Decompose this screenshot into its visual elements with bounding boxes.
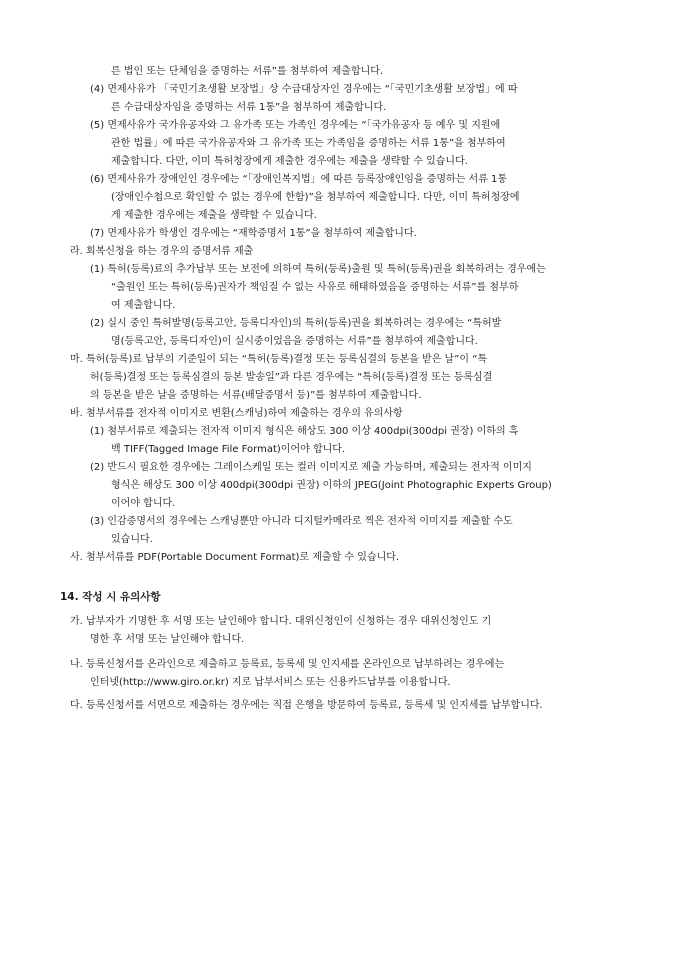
section-ra-heading: 라. 회복신청을 하는 경우의 증명서류 제출	[70, 246, 254, 257]
s14-ga-line-1: 가. 납부자가 기명한 후 서명 또는 날인해야 합니다. 대위신청인이 신청하는 경우 대위신청인도 기	[70, 616, 492, 627]
s14-na-line-1: 나. 등록신청서를 온라인으로 제출하고 등록료, 등록세 및 인지세를 온라인으로 납부하려는 경우에는	[70, 659, 505, 670]
ba-item-3-line-2: 있습니다.	[111, 534, 153, 545]
item-5-line-3: 제출합니다. 다만, 이미 특허청장에게 제출한 경우에는 제출을 생략할 수 있습니다.	[111, 156, 468, 167]
ra-item-2-line-2: 명(등록고안, 등록디자인)이 실시중이었음을 증명하는 서류”를 첨부하여 제출합니다.	[111, 336, 478, 347]
section-ma-line-2: 허(등록)결정 또는 등록심결의 등본 발송일”과 다른 경우에는 “특허(등록)결정 또는 등록심결	[90, 372, 493, 383]
section-sa-line: 사. 첨부서류를 PDF(Portable Document Format)로 제출할 수 있습니다.	[70, 552, 400, 563]
item-6-line-1: (6) 면제사유가 장애인인 경우에는 “「장애인복지법」에 따른 등록장애인임을 증명하는 서류 1통	[90, 174, 508, 185]
section-ba-heading: 바. 첨부서류를 전자적 이미지로 변환(스캐닝)하여 제출하는 경우의 유의사항	[70, 408, 403, 419]
s14-ga-line-2: 명한 후 서명 또는 날인해야 합니다.	[90, 634, 245, 645]
item-5-line-1: (5) 면제사유가 국가유공자와 그 유가족 또는 가족인 경우에는 “「국가유공자 등 예우 및 지원에	[90, 120, 501, 131]
section-14-heading: 14. 작성 시 유의사항	[60, 591, 161, 603]
item-6-line-2: (장애인수첩으로 확인할 수 없는 경우에 한함)”을 첨부하여 제출합니다. 다만, 이미 특허청장에	[111, 192, 520, 203]
ra-item-1-line-1: (1) 특허(등록)료의 추가납부 또는 보전에 의하여 특허(등록)출원 및 특허(등록)권을 회복하려는 경우에는	[90, 264, 546, 275]
s14-na-line-2: 인터넷(http://www.giro.or.kr) 지로 납부서비스 또는 신용카드납부를 이용합니다.	[90, 677, 451, 688]
ba-item-1-line-2: 백 TIFF(Tagged Image File Format)이어야 합니다.	[111, 444, 346, 455]
item-4-line-2: 른 수급대상자임을 증명하는 서류 1통”을 첨부하여 제출합니다.	[111, 102, 387, 113]
ra-item-1-line-2: “출원인 또는 특허(등록)권자가 책임질 수 없는 사유로 해태하였음을 증명하는 서류”를 첨부하	[111, 282, 519, 293]
section-ma-line-1: 마. 특허(등록)료 납부의 기준일이 되는 “특허(등록)결정 또는 등록심결의 등본을 받은 날”이 “특	[70, 354, 488, 365]
item-4-line-1: (4) 면제사유가 「국민기초생활 보장법」상 수급대상자인 경우에는 “「국민기초생활 보장법」에 따	[90, 84, 518, 95]
ba-item-1-line-1: (1) 첨부서류로 제출되는 전자적 이미지 형식은 해상도 300 이상 400dpi(300dpi 권장) 이하의 흑	[90, 426, 519, 437]
item-5-line-2: 관한 법률」에 따른 국가유공자와 그 유가족 또는 가족임을 증명하는 서류 1통”을 첨부하여	[111, 138, 506, 149]
s14-da-line-1: 다. 등록신청서를 서면으로 제출하는 경우에는 직접 은행을 방문하여 등록료, 등록세 및 인지세를 납부합니다.	[70, 700, 543, 711]
ba-item-3-line-1: (3) 인감증명서의 경우에는 스캐닝뿐만 아니라 디지털카메라로 찍은 전자적 이미지를 제출할 수도	[90, 516, 513, 527]
ba-item-2-line-2: 형식은 해상도 300 이상 400dpi(300dpi 권장) 이하의 JPEG(Joint Photographic Experts Group)	[111, 480, 552, 491]
item-3-continuation: 른 법인 또는 단체임을 증명하는 서류”를 첨부하여 제출합니다.	[111, 66, 384, 77]
ba-item-2-line-1: (2) 반드시 필요한 경우에는 그레이스케일 또는 컬러 이미지로 제출 가능하며, 제출되는 전자적 이미지	[90, 462, 532, 473]
item-7-line-1: (7) 면제사유가 학생인 경우에는 “재학증명서 1통”을 첨부하여 제출합니다.	[90, 228, 417, 239]
item-6-line-3: 게 제출한 경우에는 제출을 생략할 수 있습니다.	[111, 210, 317, 221]
ra-item-2-line-1: (2) 실시 중인 특허발명(등록고안, 등록디자인)의 특허(등록)권을 회복하려는 경우에는 “특허발	[90, 318, 502, 329]
ba-item-2-line-3: 이어야 합니다.	[111, 498, 176, 509]
ra-item-1-line-3: 여 제출합니다.	[111, 300, 176, 311]
section-ma-line-3: 의 등본을 받은 날을 증명하는 서류(배달증명서 등)”를 첨부하여 제출합니다.	[90, 390, 422, 401]
